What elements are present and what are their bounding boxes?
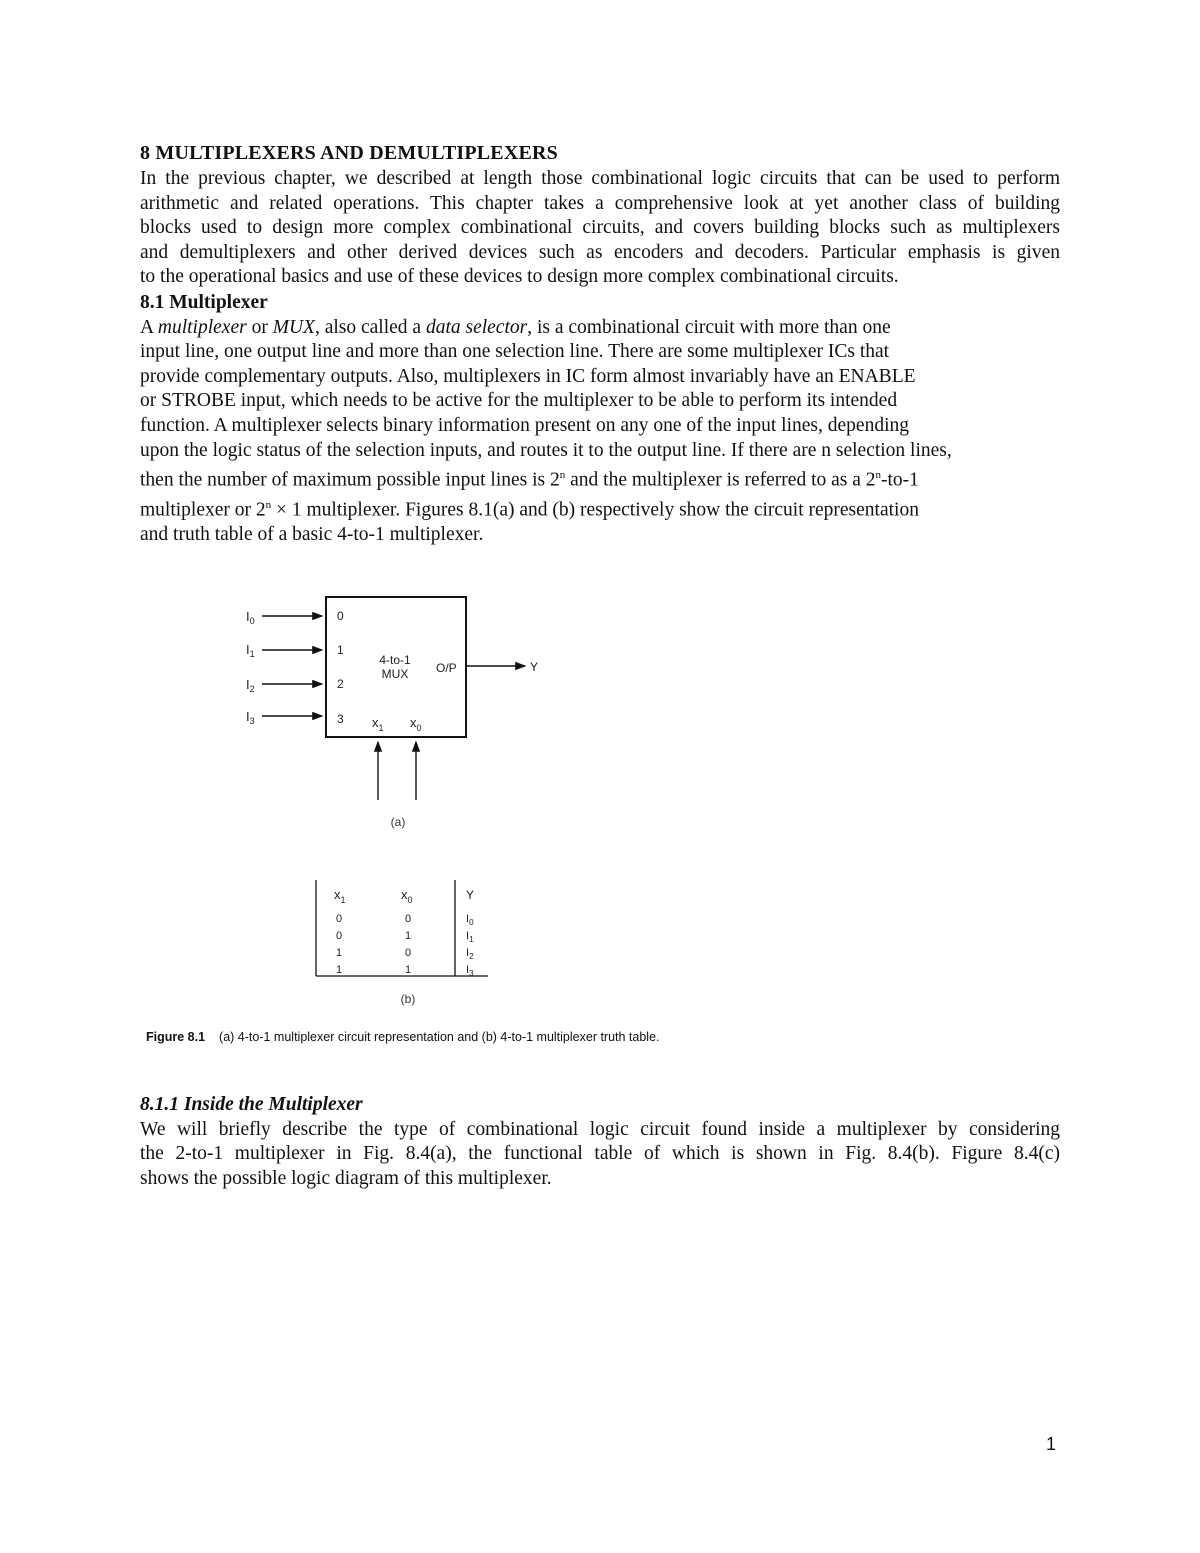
section-line: provide complementary outputs. Also, multiplexers in IC form almost invariably have an ENABLE: [140, 365, 916, 387]
truth-cell-y: $I_0$: [466, 913, 474, 927]
section-line: and truth table of a basic 4-to-1 multiplexer.: [140, 524, 484, 546]
section-line: input line, one output line and more than one selection line. There are some multiplexer ICs that: [140, 341, 890, 363]
select-label-x0: $x_0$: [410, 715, 422, 733]
term-multiplexer: multiplexer: [157, 316, 247, 338]
input-label-i1: $I_1$: [246, 642, 255, 659]
subsection-heading: 8.1.1 Inside the Multiplexer: [140, 1094, 363, 1115]
mux-block: [326, 597, 466, 737]
truth-header-y: Y: [466, 888, 475, 902]
block-label-mux: MUX: [381, 667, 409, 681]
truth-table-rows: [336, 913, 474, 978]
port-number-0: 0: [337, 609, 344, 623]
section-line: upon the logic status of the selection inputs, and routes it to the output line. If there are n selection lines,: [140, 439, 952, 461]
truth-cell-x1: 0: [336, 913, 343, 925]
intro-paragraph: [140, 167, 1060, 290]
subsection-line: shows the possible logic diagram of this multiplexer.: [140, 1167, 552, 1189]
truth-cell-x0: 1: [405, 930, 412, 942]
truth-cell-x0: 0: [405, 947, 412, 959]
page-number: 1: [1046, 1434, 1057, 1454]
term-mux: MUX: [272, 316, 315, 338]
section-line: A multiplexer or MUX, also called a data selector, is a combinational circuit with more than one: [140, 316, 891, 338]
intro-line: In the previous chapter, we described at length those combinational logic circuits that can be used to perform: [140, 168, 1060, 189]
truth-cell-x1: 1: [336, 947, 343, 959]
subsection-line: We will briefly describe the type of combinational logic circuit found inside a multiplexer by considering: [140, 1118, 1060, 1140]
intro-line: and demultiplexers and other derived devices such as encoders and decoders. Particular emphasis is given: [140, 241, 1060, 263]
output-port-label: O/P: [436, 661, 457, 675]
truth-cell-y: $I_3$: [466, 964, 474, 978]
term-data-selector: data selector: [425, 316, 528, 338]
truth-header-x1: $x_1$: [334, 887, 346, 905]
block-label-4-to-1: 4-to-1: [379, 653, 411, 667]
subsection-line: the 2-to-1 multiplexer in Fig. 8.4(a), the functional table of which is shown in Fig. 8.4(b). Figure 8.4(c): [140, 1143, 1060, 1165]
output-label-y: Y: [530, 660, 539, 674]
truth-cell-y: $I_2$: [466, 947, 474, 961]
caption-text: (a) 4-to-1 multiplexer circuit representation and (b) 4-to-1 multiplexer truth table.: [219, 1030, 660, 1044]
section-line: or STROBE input, which needs to be active for the multiplexer to be able to perform its intended: [140, 390, 898, 412]
port-number-3: 3: [337, 712, 344, 726]
input-label-i0: $I_0$: [246, 609, 255, 626]
port-number-2: 2: [337, 677, 344, 691]
intro-line: to the operational basics and use of these devices to design more complex combinational circuits.: [140, 266, 899, 288]
truth-cell-y: $I_1$: [466, 930, 474, 944]
section-line: multiplexer or $2^n \times 1$ multiplexer. Figures 8.1(a) and (b) respectively show the circuit representation: [140, 499, 919, 521]
truth-cell-x1: 1: [336, 964, 343, 976]
truth-cell-x0: 1: [405, 964, 412, 976]
chapter-heading: 8 MULTIPLEXERS AND DEMULTIPLEXERS: [140, 142, 558, 164]
caption-label: Figure 8.1: [146, 1030, 206, 1044]
figure-b-label: (b): [400, 992, 416, 1006]
truth-cell-x1: 0: [336, 930, 343, 942]
intro-line: blocks used to design more complex combinational circuits, and covers building blocks such as multiplexers: [140, 217, 1060, 239]
section-8-1: [140, 291, 1060, 548]
truth-cell-x0: 0: [405, 913, 412, 925]
input-label-i3: $I_3$: [246, 709, 255, 726]
section-8-1-1: [140, 1093, 1060, 1191]
section-heading: 8.1 Multiplexer: [140, 292, 268, 313]
truth-header-x0: $x_0$: [401, 887, 413, 905]
port-number-1: 1: [337, 643, 344, 657]
figure-a-label: (a): [390, 815, 406, 829]
section-line: then the number of maximum possible input lines is 2$^n$ and the multiplexer is referred to as a 2$^n$-to-1: [140, 469, 919, 491]
select-label-x1: $x_1$: [372, 715, 384, 733]
intro-line: arithmetic and related operations. This chapter takes a comprehensive look at yet another class of building: [140, 192, 1060, 214]
section-line: function. A multiplexer selects binary information present on any one of the input lines, depending: [140, 414, 909, 436]
figure-caption: [146, 1030, 660, 1044]
input-label-i2: $I_2$: [246, 677, 255, 694]
